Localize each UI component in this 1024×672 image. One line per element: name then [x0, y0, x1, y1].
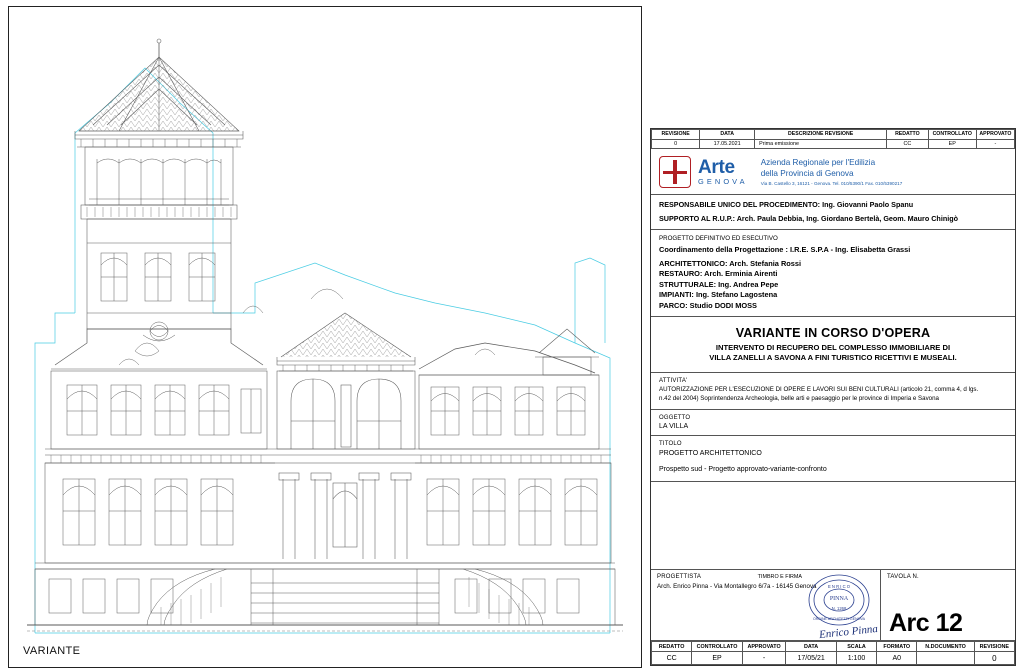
col-data: DATA [700, 130, 755, 140]
col-descrizione: DESCRIZIONE REVISIONE [755, 130, 887, 140]
drawing-caption: VARIANTE [23, 645, 81, 657]
fcol-scala: SCALA [836, 642, 876, 652]
drawing-panel [8, 6, 642, 668]
fval-redatto: CC [652, 652, 692, 665]
brand-name: Arte [698, 157, 735, 179]
progetto-section [651, 230, 1015, 317]
cell-data: 17.05.2021 [700, 139, 755, 149]
col-approvato: APPROVATO [976, 130, 1014, 140]
fval-approvato: - [742, 652, 786, 665]
revision-header-row [652, 130, 1015, 140]
progettista-label: PROGETTISTA [657, 574, 702, 580]
titolo-label: TITOLO [659, 440, 682, 447]
brand-wordmark [698, 159, 748, 185]
cell-redatto: CC [887, 139, 928, 149]
cell-controllato: EP [928, 139, 976, 149]
attivita-line-2: n.42 del 2004) Soprintendenza Archeologia, belle arti e paesaggio per le province di Imperia e Savona [659, 394, 939, 402]
attivita-label: ATTIVITA' [659, 377, 688, 384]
fcol-controllato: CONTROLLATO [692, 642, 742, 652]
tavola-section [881, 570, 1015, 640]
tavola-label: TAVOLA N. [887, 574, 919, 580]
cell-revisione: 0 [652, 139, 700, 149]
title-block [650, 128, 1016, 666]
titolo-line-2: Prospetto sud - Progetto approvato-variante-confronto [659, 466, 827, 474]
titolo-line-1: PROGETTO ARCHITETTONICO [659, 449, 762, 457]
role-restauro: RESTAURO: Arch. Erminia Airenti [659, 269, 778, 279]
agency-line-2: della Provincia di Genova [760, 168, 854, 178]
agency-details [761, 158, 1007, 186]
fval-controllato: EP [692, 652, 742, 665]
table-row [652, 139, 1015, 149]
col-redatto: REDATTO [887, 130, 928, 140]
agency-line-1: Azienda Regionale per l'Edilizia [760, 158, 876, 168]
fval-ndocumento [917, 652, 974, 665]
blank-filler [651, 482, 1015, 570]
progettista-section [651, 570, 881, 640]
fcol-formato: FORMATO [877, 642, 917, 652]
variante-subtitle-1: INTERVENTO DI RECUPERO DEL COMPLESSO IMMOBILIARE DI [715, 343, 951, 353]
supporto-text: SUPPORTO AL R.U.P.: Arch. Paula Debbia, Ing. Giordano Bertelà, Geom. Mauro Chinigò [659, 213, 958, 223]
signature: Enrico Pinna [818, 622, 879, 642]
attivita-line-1: AUTORIZZAZIONE PER L'ESECUZIONE DI OPERE E LAVORI SUI BENI CULTURALI (articolo 21, comma 4, d lgs. [659, 385, 979, 393]
role-impianti: IMPIANTI: Ing. Stefano Lagostena [659, 290, 778, 300]
attivita-section [651, 373, 1015, 410]
fcol-ndocumento: N.DOCUMENTO [917, 642, 974, 652]
fval-scala: 1:100 [836, 652, 876, 665]
progetto-header: PROGETTO DEFINITIVO ED ESECUTIVO [659, 235, 778, 243]
rup-line [659, 200, 1007, 210]
agency-address: Via B. Castello 3, 16121 - Genova. Tel. 010/5390/1 Fax. 010/5390217 [760, 180, 903, 186]
elevation-drawing [15, 13, 635, 661]
responsabile-section [651, 195, 1015, 230]
bottom-area [651, 570, 1015, 641]
role-parco: PARCO: Studio DODI MOSS [659, 300, 757, 310]
tavola-number: Arc 12 [889, 609, 963, 637]
role-strutturale: STRUTTURALE: Ing. Andrea Pepe [659, 279, 779, 289]
col-revisione: REVISIONE [652, 130, 700, 140]
svg-text:N. 1268: N. 1268 [831, 606, 847, 611]
cell-approvato: - [976, 139, 1014, 149]
oggetto-section [651, 410, 1015, 436]
fcol-approvato: APPROVATO [742, 642, 786, 652]
stamp-label: TIMBRO E FIRMA [757, 574, 802, 580]
cross-shield-logo-icon [659, 156, 691, 188]
svg-text:ORDINE ARCHITETTI GENOVA: ORDINE ARCHITETTI GENOVA [812, 617, 866, 621]
supporto-line [659, 214, 1007, 224]
coordinamento-line: Coordinamento della Progettazione : I.R.E. S.P.A - Ing. Elisabetta Grassi [659, 245, 911, 255]
rup-text: RESPONSABILE UNICO DEL PROCEDIMENTO: Ing. Giovanni Paolo Spanu [659, 200, 914, 210]
variante-section [651, 317, 1015, 373]
fcol-redatto: REDATTO [652, 642, 692, 652]
svg-text:E N R I C O: E N R I C O [827, 584, 851, 589]
fval-revisione: 0 [974, 652, 1014, 665]
titolo-section [651, 436, 1015, 482]
agency-logo-band [651, 149, 1015, 195]
revision-table [651, 129, 1015, 149]
fcol-data: DATA [786, 642, 836, 652]
role-architettonico: ARCHITETTONICO: Arch. Stefania Rossi [659, 258, 802, 268]
svg-text:PINNA: PINNA [829, 596, 849, 602]
progettista-value: Arch. Enrico Pinna - Via Montallegro 6/7a - 16145 Genova [657, 583, 817, 590]
col-controllato: CONTROLLATO [928, 130, 976, 140]
fval-formato: A0 [877, 652, 917, 665]
cell-descrizione: Prima emissione [755, 139, 887, 149]
final-info-strip [651, 641, 1015, 665]
fval-data: 17/05/21 [786, 652, 836, 665]
fcol-revisione: REVISIONE [974, 642, 1014, 652]
variante-subtitle-2: VILLA ZANELLI A SAVONA A FINI TURISTICO RICETTIVI E MUSEALI. [709, 353, 957, 363]
oggetto-label: OGGETTO [659, 414, 691, 421]
villa-south-elevation-svg [15, 13, 635, 661]
oggetto-value: LA VILLA [659, 422, 689, 430]
final-header-row [652, 642, 1015, 652]
variante-title: VARIANTE IN CORSO D'OPERA [735, 326, 931, 341]
table-row [652, 652, 1015, 665]
brand-subname: GENOVA [698, 177, 748, 187]
